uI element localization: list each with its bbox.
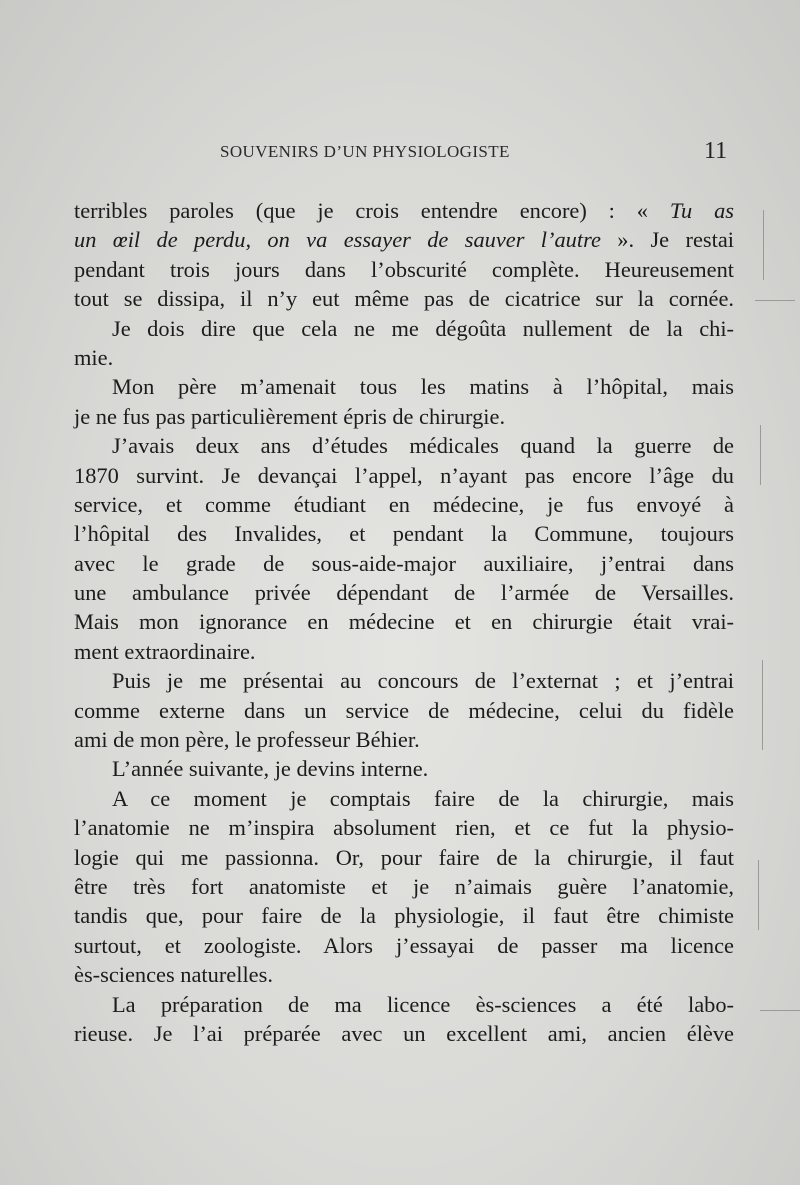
text-line: comme externe dans un service de médecine, celui du fidèle: [74, 697, 734, 723]
text-line: pendant trois jours dans l’obscurité complète. Heureusement: [74, 256, 734, 282]
text-run: terribles paroles (que je crois entendre encore) : «: [74, 198, 670, 223]
text-line: je ne fus pas particulièrement épris de chirurgie.: [74, 403, 506, 429]
text-line: logie qui me passionna. Or, pour faire de la chirurgie, il faut: [74, 844, 734, 870]
text-line: tandis que, pour faire de la physiologie, il faut être chimiste: [74, 903, 734, 929]
text-line: J’avais deux ans d’études médicales quand la guerre de: [112, 433, 734, 459]
text-line: 1870 survint. Je devançai l’appel, n’ayant pas encore l’âge du: [74, 462, 734, 488]
text-line: Puis je me présentai au concours de l’externat ; et j’entrai: [112, 668, 734, 694]
page-edge-mark: [763, 210, 764, 280]
body-text: [74, 196, 734, 1048]
text-line: l’anatomie ne m’inspira absolument rien, et ce fut la physio-: [74, 815, 734, 841]
running-title: SOUVENIRS D’UN PHYSIOLOGISTE: [220, 142, 510, 161]
text-line: une ambulance privée dépendant de l’armée de Versailles.: [74, 580, 734, 606]
text-line: Je dois dire que cela ne me dégoûta nullement de la chi-: [112, 315, 734, 341]
page-header: [0, 138, 800, 166]
page-edge-mark: [760, 1010, 800, 1011]
text-line: La préparation de ma licence ès-sciences a été labo-: [112, 991, 734, 1017]
text-line: rieuse. Je l’ai préparée avec un excellent ami, ancien élève: [74, 1020, 734, 1046]
text-line: ès-sciences naturelles.: [74, 962, 273, 988]
text-run: ». Je restai: [600, 227, 734, 253]
text-line: Mais mon ignorance en médecine et en chirurgie était vrai-: [74, 609, 734, 635]
text-line: ami de mon père, le professeur Béhier.: [74, 727, 420, 753]
page-number: 11: [704, 138, 728, 164]
page-edge-mark: [755, 300, 795, 301]
text-line: être très fort anatomiste et je n’aimais guère l’anatomie,: [74, 873, 734, 899]
page-edge-mark: [760, 425, 761, 485]
text-line: tout se dissipa, il n’y eut même pas de cicatrice sur la cornée.: [74, 286, 734, 312]
text-line: Mon père m’amenait tous les matins à l’hôpital, mais: [112, 374, 734, 400]
italic-quote: un œil de perdu, on va essayer de sauver l’autre: [74, 227, 601, 253]
text-line: avec le grade de sous-aide-major auxiliaire, j’entrai dans: [74, 550, 734, 576]
text-line: mie.: [74, 344, 114, 370]
text-line: L’année suivante, je devins interne.: [112, 756, 429, 782]
text-line: l’hôpital des Invalides, et pendant la Commune, toujours: [74, 521, 734, 547]
italic-quote: Tu as: [669, 198, 734, 223]
text-line: surtout, et zoologiste. Alors j’essayai de passer ma licence: [74, 932, 734, 958]
text-line: service, et comme étudiant en médecine, je fus envoyé à: [74, 491, 734, 517]
page-edge-mark: [758, 860, 759, 930]
text-line: ment extraordinaire.: [74, 638, 256, 664]
page-edge-mark: [762, 660, 763, 750]
text-line: [74, 196, 734, 225]
text-line: [74, 225, 734, 254]
text-line: A ce moment je comptais faire de la chirurgie, mais: [112, 785, 734, 811]
